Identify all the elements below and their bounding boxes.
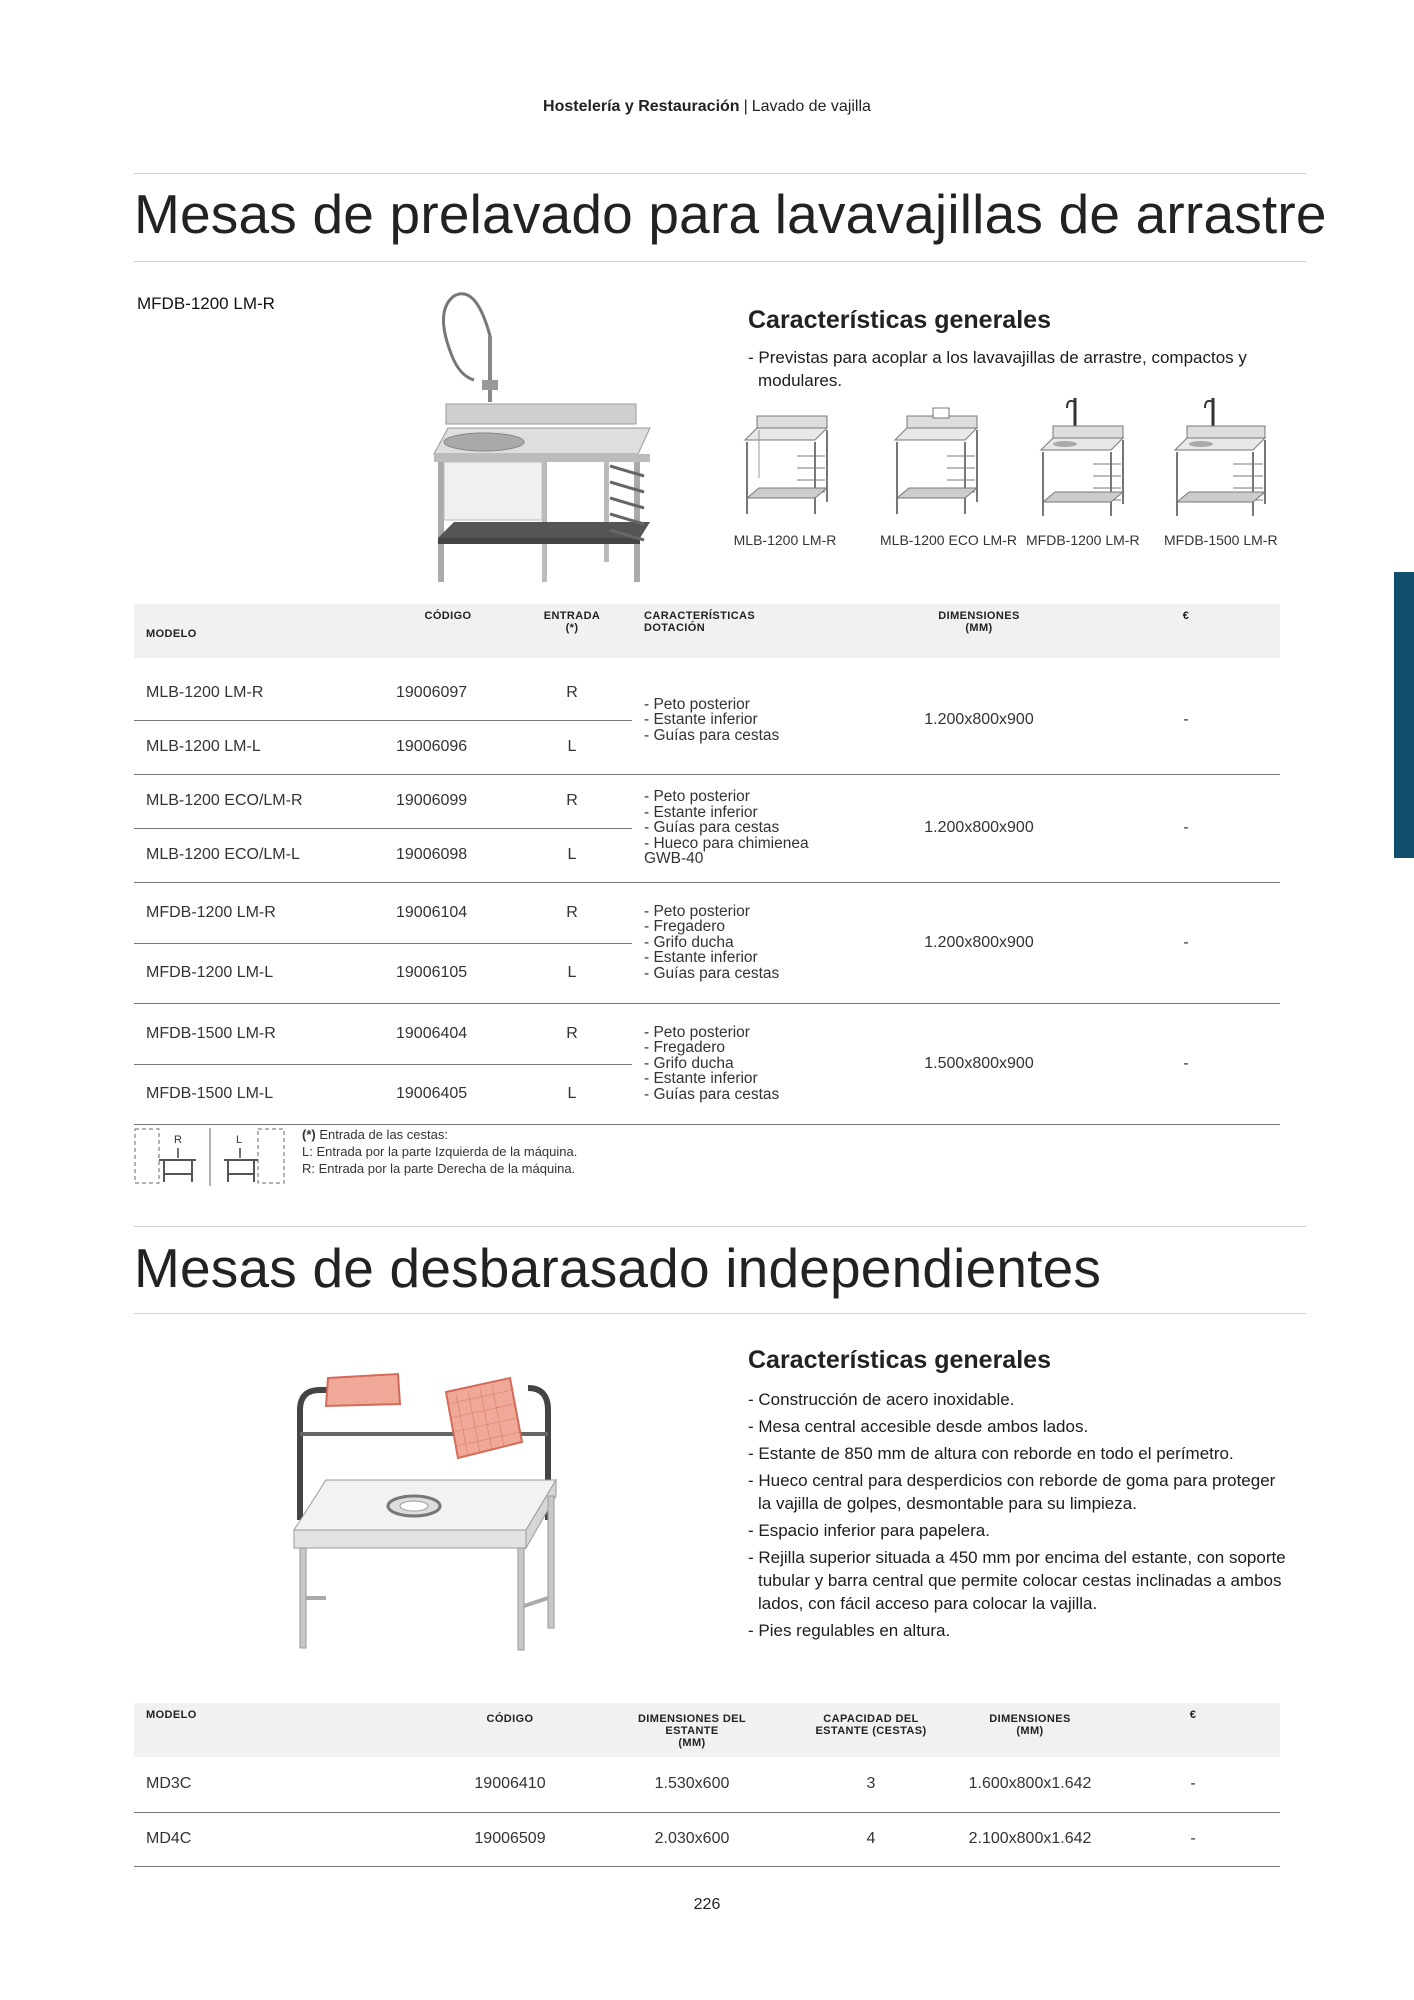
characteristic-item: - Previstas para acoplar a los lavavajillas de arrastre, compactos y modulares. bbox=[748, 346, 1288, 392]
header-capacidad bbox=[788, 1703, 954, 1757]
cell-capacidad: 3 bbox=[788, 1757, 954, 1812]
header-entrada-line: ENTRADA bbox=[543, 610, 601, 622]
feature-item: - Fregadero bbox=[644, 919, 854, 935]
feature-item: - Grifo ducha bbox=[644, 1056, 854, 1072]
cell-dimensiones: 1.600x800x1.642 bbox=[954, 1757, 1106, 1812]
header-dimensiones-line: DIMENSIONES bbox=[938, 610, 1020, 622]
feature-item: - Guías para cestas bbox=[644, 966, 854, 982]
header-precio: € bbox=[1106, 1703, 1280, 1757]
thumbnail-caption: MFDB-1500 LM-R bbox=[1164, 532, 1278, 548]
diagram-label-l: L bbox=[236, 1134, 243, 1146]
cell-modelo: MLB-1200 LM-R bbox=[134, 666, 384, 720]
characteristic-item: - Pies regulables en altura. bbox=[748, 1619, 1288, 1642]
divider bbox=[134, 173, 1306, 174]
header-dimensiones-line: (MM) bbox=[1016, 1725, 1044, 1737]
cell-entrada: L bbox=[512, 828, 632, 882]
feature-item: - Estante inferior bbox=[644, 805, 854, 821]
cell-dim-estante: 1.530x600 bbox=[596, 1757, 788, 1812]
cell-codigo: 19006509 bbox=[424, 1812, 596, 1866]
cell-entrada: R bbox=[512, 882, 632, 943]
header-dimensiones bbox=[954, 1703, 1106, 1757]
section2-title: Mesas de desbarasado independientes bbox=[134, 1237, 1102, 1299]
cell-entrada: L bbox=[512, 720, 632, 774]
divider bbox=[134, 261, 1306, 262]
table-row bbox=[134, 774, 1280, 828]
divider bbox=[134, 1226, 1306, 1227]
characteristic-item: - Hueco central para desperdicios con reborde de goma para proteger la vajilla de golpes, desmontable para su limpieza. bbox=[748, 1469, 1288, 1515]
product-image-mfdb-1200 bbox=[424, 276, 654, 592]
legend-title: Entrada de las cestas: bbox=[319, 1127, 448, 1142]
feature-item: - Estante inferior bbox=[644, 1071, 854, 1087]
header-dim-estante-line: DIMENSIONES DEL bbox=[637, 1713, 747, 1725]
cell-modelo: MFDB-1500 LM-L bbox=[134, 1064, 384, 1124]
header-caracteristicas-line: CARACTERÍSTICAS bbox=[644, 610, 756, 622]
feature-item: - Grifo ducha bbox=[644, 935, 854, 951]
cell-features bbox=[632, 1003, 866, 1124]
feature-item: - Peto posterior bbox=[644, 904, 854, 920]
characteristic-item: - Espacio inferior para papelera. bbox=[748, 1519, 1288, 1542]
page-number: 226 bbox=[693, 1896, 721, 1913]
header-caracteristicas-line: DOTACIÓN bbox=[644, 622, 706, 634]
section1-title: Mesas de prelavado para lavavajillas de arrastre bbox=[134, 183, 1327, 245]
section2-characteristics-title: Características generales bbox=[748, 1346, 1051, 1374]
header-subsection: Lavado de vajilla bbox=[751, 98, 871, 115]
header-entrada bbox=[512, 604, 632, 658]
thumbnail-mfdb-1500 bbox=[1164, 398, 1278, 548]
cell-codigo: 19006405 bbox=[384, 1064, 512, 1124]
table-row bbox=[134, 666, 1280, 720]
table-header-row bbox=[134, 1703, 1280, 1757]
characteristic-item: - Rejilla superior situada a 450 mm por encima del estante, con soporte tubular y barra central que permite colocar cestas inclinadas a ambos lados, con fácil acceso para colocar la vajilla. bbox=[748, 1546, 1288, 1615]
divider bbox=[134, 1313, 1306, 1314]
cell-codigo: 19006098 bbox=[384, 828, 512, 882]
cell-modelo: MFDB-1200 LM-L bbox=[134, 943, 384, 1003]
cell-features bbox=[632, 774, 866, 882]
cell-modelo: MD4C bbox=[134, 1812, 424, 1866]
header-dim-estante-line: (MM) bbox=[678, 1737, 706, 1749]
cell-precio: - bbox=[1092, 1003, 1280, 1124]
cell-entrada: L bbox=[512, 1064, 632, 1124]
cell-entrada: R bbox=[512, 1003, 632, 1064]
header-precio: € bbox=[1092, 604, 1280, 658]
thumbnail-caption: MLB-1200 ECO LM-R bbox=[880, 532, 1017, 548]
thumbnail-caption: MLB-1200 LM-R bbox=[733, 532, 837, 548]
header-dim-estante bbox=[596, 1703, 788, 1757]
cell-precio: - bbox=[1092, 882, 1280, 1003]
cell-entrada: R bbox=[512, 774, 632, 828]
cell-features bbox=[632, 882, 866, 1003]
thumbnail-caption: MFDB-1200 LM-R bbox=[1026, 532, 1140, 548]
cell-codigo: 19006096 bbox=[384, 720, 512, 774]
cell-codigo: 19006104 bbox=[384, 882, 512, 943]
cell-dimensiones: 1.200x800x900 bbox=[866, 666, 1092, 774]
cell-features bbox=[632, 666, 866, 774]
cell-modelo: MFDB-1200 LM-R bbox=[134, 882, 384, 943]
clearing-tables-spec-table bbox=[134, 1703, 1280, 1867]
thumbnail-mlb-1200-eco bbox=[880, 398, 1017, 548]
header-modelo: MODELO bbox=[134, 1703, 424, 1757]
feature-item: - Peto posterior bbox=[644, 1025, 854, 1041]
characteristic-item: - Mesa central accesible desde ambos lados. bbox=[748, 1415, 1288, 1438]
cell-codigo: 19006410 bbox=[424, 1757, 596, 1812]
cell-precio: - bbox=[1092, 666, 1280, 774]
table-row bbox=[134, 1003, 1280, 1064]
header-dimensiones-line: (MM) bbox=[965, 622, 993, 634]
header-separator: | bbox=[743, 98, 748, 115]
cell-precio: - bbox=[1106, 1812, 1280, 1866]
cell-modelo: MLB-1200 LM-L bbox=[134, 720, 384, 774]
table-header-row bbox=[134, 604, 1280, 658]
thumbnail-mfdb-1200 bbox=[1026, 398, 1140, 548]
page-header bbox=[0, 98, 1414, 116]
cell-dimensiones: 1.200x800x900 bbox=[866, 882, 1092, 1003]
header-dimensiones bbox=[866, 604, 1092, 658]
cell-codigo: 19006097 bbox=[384, 666, 512, 720]
table-row bbox=[134, 1757, 1280, 1812]
feature-item: - Hueco para chimienea GWB-40 bbox=[644, 836, 854, 867]
cell-dim-estante: 2.030x600 bbox=[596, 1812, 788, 1866]
product-label: MFDB-1200 LM-R bbox=[137, 294, 275, 313]
cell-dimensiones: 2.100x800x1.642 bbox=[954, 1812, 1106, 1866]
legend-line: L: Entrada por la parte Izquierda de la máquina. bbox=[302, 1144, 578, 1159]
entry-direction-diagram bbox=[134, 1128, 286, 1191]
cell-codigo: 19006105 bbox=[384, 943, 512, 1003]
cell-entrada: L bbox=[512, 943, 632, 1003]
header-caracteristicas bbox=[632, 604, 866, 658]
table-row bbox=[134, 1812, 1280, 1866]
feature-item: - Guías para cestas bbox=[644, 728, 854, 744]
feature-item: - Peto posterior bbox=[644, 697, 854, 713]
header-section: Hostelería y Restauración bbox=[543, 98, 740, 115]
cell-capacidad: 4 bbox=[788, 1812, 954, 1866]
feature-item: - Guías para cestas bbox=[644, 820, 854, 836]
legend-marker: (*) bbox=[302, 1127, 316, 1142]
thumbnail-mlb-1200 bbox=[730, 398, 840, 548]
cell-codigo: 19006404 bbox=[384, 1003, 512, 1064]
legend-line: R: Entrada por la parte Derecha de la máquina. bbox=[302, 1161, 576, 1176]
cell-modelo: MLB-1200 ECO/LM-R bbox=[134, 774, 384, 828]
header-dim-estante-line: ESTANTE bbox=[665, 1725, 719, 1737]
header-codigo: CÓDIGO bbox=[424, 1703, 596, 1757]
cell-dimensiones: 1.500x800x900 bbox=[866, 1003, 1092, 1124]
characteristic-item: - Construcción de acero inoxidable. bbox=[748, 1388, 1288, 1411]
characteristic-item: - Estante de 850 mm de altura con reborde en todo el perímetro. bbox=[748, 1442, 1288, 1465]
section2-characteristics-list bbox=[748, 1388, 1288, 1646]
section1-characteristics-title: Características generales bbox=[748, 306, 1051, 334]
cell-precio: - bbox=[1092, 774, 1280, 882]
diagram-label-r: R bbox=[174, 1134, 182, 1146]
cell-modelo: MLB-1200 ECO/LM-L bbox=[134, 828, 384, 882]
cell-modelo: MD3C bbox=[134, 1757, 424, 1812]
feature-item: - Estante inferior bbox=[644, 950, 854, 966]
table-row bbox=[134, 882, 1280, 943]
header-modelo: MODELO bbox=[134, 604, 384, 658]
product-image-desbarasado bbox=[286, 1370, 572, 1670]
feature-item: - Estante inferior bbox=[644, 712, 854, 728]
section1-characteristics-list bbox=[748, 346, 1288, 396]
prewash-tables-spec-table bbox=[134, 604, 1280, 1125]
header-capacidad-line: ESTANTE (CESTAS) bbox=[815, 1725, 927, 1737]
cell-precio: - bbox=[1106, 1757, 1280, 1812]
side-tab-marker bbox=[1394, 572, 1414, 858]
entry-legend-text bbox=[302, 1126, 577, 1177]
cell-dimensiones: 1.200x800x900 bbox=[866, 774, 1092, 882]
cell-codigo: 19006099 bbox=[384, 774, 512, 828]
header-codigo: CÓDIGO bbox=[384, 604, 512, 658]
cell-modelo: MFDB-1500 LM-R bbox=[134, 1003, 384, 1064]
header-dimensiones-line: DIMENSIONES bbox=[989, 1713, 1071, 1725]
feature-item: - Peto posterior bbox=[644, 789, 854, 805]
feature-item: - Fregadero bbox=[644, 1040, 854, 1056]
cell-entrada: R bbox=[512, 666, 632, 720]
header-entrada-line: (*) bbox=[565, 622, 579, 634]
feature-item: - Guías para cestas bbox=[644, 1087, 854, 1103]
header-capacidad-line: CAPACIDAD DEL bbox=[823, 1713, 919, 1725]
